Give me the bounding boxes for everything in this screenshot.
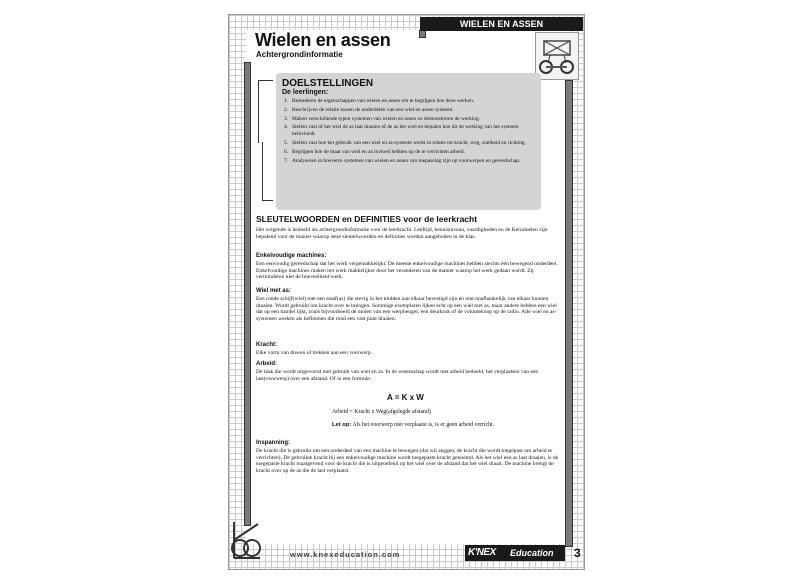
list-item — [284, 157, 535, 165]
item-number: 6. — [284, 148, 289, 155]
goals-box — [276, 73, 541, 210]
section-tag: WIELEN EN ASSEN — [420, 17, 583, 31]
goals-bracket — [258, 80, 273, 143]
term-force: Kracht: — [256, 342, 278, 348]
term-simple-machines: Enkelvoudige machines: — [256, 253, 327, 259]
definition-force: Elke vorm van duwen of trekken aan een voorwerp. — [256, 350, 373, 356]
goals-list — [276, 98, 535, 166]
knex-connector-icon — [230, 520, 262, 560]
right-rail — [565, 80, 573, 547]
goals-heading: DOELSTELLINGEN — [282, 78, 374, 89]
item-number: 4. — [284, 124, 289, 131]
item-number: 1. — [284, 98, 289, 104]
item-text: Bestuderen de eigenschappen van wielen en assen om te begrijpen hoe deze werken. — [292, 98, 475, 104]
keywords-heading: SLEUTELWOORDEN en DEFINITIES voor de leerkracht — [256, 214, 478, 224]
list-item — [284, 124, 535, 138]
item-text: Begrijpen hoe de maat van wiel en as invloed hebben op de te verrichten arbeid. — [292, 148, 465, 155]
page-subtitle: Achtergrondinformatie — [256, 50, 343, 59]
list-item — [284, 139, 535, 147]
formula-explained: Arbeid = Kracht x Weg(afgelegde afstand) — [332, 409, 431, 415]
definition-effort: De kracht die is gebruikt om een onderdeel van een machine te bewegen (dat wil zeggen, de kracht die wordt toegepast om arbeid te verrichten). De gebruikte kracht bij een enkelvoudige machine wordt toegepaste kracht genoemd. Als het wiel een as laat draaien, is de toegepaste kracht maatgevend voor de kracht die is uitgeoefend op het wiel over de afstand dat het wiel draait. De machine brengt de kracht over op de as die de last verplaatst. — [256, 448, 559, 474]
goals-bracket-lower — [262, 142, 273, 201]
left-rail — [244, 62, 251, 526]
item-text: Stellen vast of het wiel de as laat draaien of de as het wiel en bepalen hoe dit de werking van het systeem beïnvloedt. — [292, 124, 519, 138]
list-item — [284, 98, 535, 105]
item-text: Analyseren in hoeverre systemen van wielen en assen van toepassing zijn op voorwerpen en gereedschap. — [292, 157, 521, 164]
item-number: 5. — [284, 139, 289, 146]
page-number: 3 — [574, 546, 581, 560]
definition-simple-machines: Een eenvoudig gereedschap dat het werk vergemakkelijkt. De meeste enkelvoudige machines hebben slechts één bewegend onderdeel. Enkelvoudige machines maken het werk makkelijker door het veranderen van de manier waarop het werk gedaan wordt. Zij verminderen niet de hoeveelheid werk. — [256, 261, 558, 281]
note-label: Let op: — [332, 422, 352, 428]
item-number: 2. — [284, 106, 289, 113]
work-note — [332, 422, 494, 428]
list-item — [284, 115, 535, 123]
list-item — [284, 106, 535, 114]
goals-lead: De leerlingen: — [282, 89, 329, 96]
item-number: 7. — [284, 157, 289, 164]
term-work: Arbeid: — [256, 361, 277, 367]
note-text: Als het voorwerp niet verplaatst is, is er geen arbeid verricht. — [352, 422, 495, 428]
item-text: Stellen vast hoe het gebruik van een wiel en as-systeem werkt in relatie tot kracht, weg, snelheid en richting. — [292, 139, 526, 146]
term-wheel-axle: Wiel met as: — [256, 288, 291, 294]
model-thumbnail — [535, 32, 579, 80]
definition-work: De taak die wordt uitgevoerd met gebruik van wiel en as. In de wetenschap wordt met arbeid bedoeld, het verplaatsen van een last(voorwerp) over een afstand. Of in een formule: — [256, 369, 539, 382]
term-effort: Inspanning: — [256, 440, 290, 446]
keywords-intro: Het volgende is bedoeld als achtergrondinformatie voor de leerkracht. Leeftijd, kennisniveau, vaardigheden en de Kerndoelen zijn bepalend voor de manier waarop deze sleutelwoorden en definities worden aangeboden in de klas. — [256, 227, 548, 240]
right-rail-top — [419, 30, 426, 38]
list-item — [284, 148, 535, 156]
brand-logo: K'NEX — [468, 547, 496, 558]
work-formula: A = K x W — [387, 393, 424, 402]
footer-url: www.knexeducation.com — [290, 550, 401, 559]
definition-wheel-axle: Een ronde schijf(wiel) met een staaf(as) die stevig in het midden aan elkaar bevestigd zijn en niet onafhankelijk van elkaar kunnen draaien. Wordt gebruikt om kracht over te brengen. Sommige exemplaren lijken echt op een wiel met as, maar andere hebben een wiel dat op een handel lijkt, zoals bijvoorbeeld de molen van een werphengel, een deurkruk of de volumeknop op de radio. Alle wiel en as-systemen werken als hefbomen die rond een vast punt draaien. — [256, 296, 557, 322]
item-number: 3. — [284, 115, 289, 122]
item-text: Beschrijven de relatie tussen de onderdelen van een wiel en assen systeem. — [292, 106, 454, 113]
item-text: Maken verschillende typen systemen van wielen en assen en demonstreren de werking. — [292, 115, 481, 122]
page-title: Wielen en assen — [255, 30, 391, 50]
brand-text: Education — [510, 548, 554, 558]
brand-badge — [465, 545, 565, 561]
